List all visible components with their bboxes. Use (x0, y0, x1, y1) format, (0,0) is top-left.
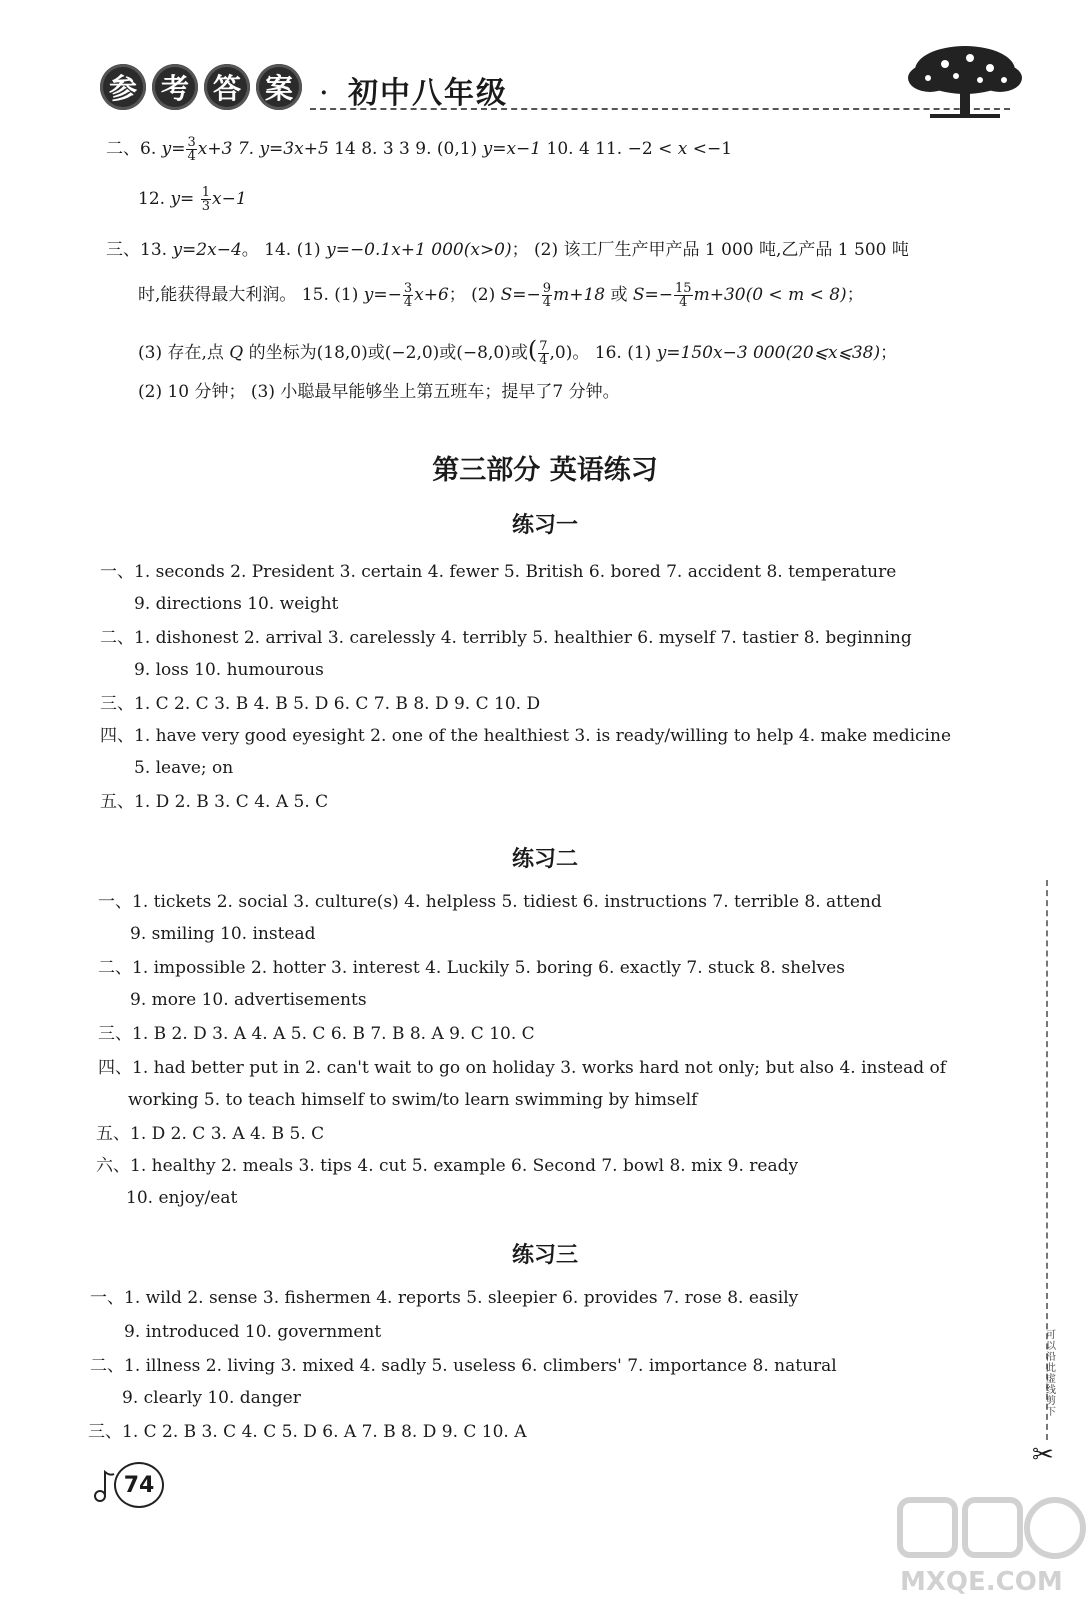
math-expr: <−1 (687, 139, 733, 159)
answer-text: 1. impossible 2. hotter 3. interest 4. Luckily 5. boring 6. exactly 7. stuck 8. shelves (132, 958, 845, 978)
exercise-title: 练习三 (511, 1243, 578, 1268)
answer-text: 1. tickets 2. social 3. culture(s) 4. helpless 5. tidiest 6. instructions 7. terrible 8. attend (132, 892, 882, 912)
answer-text: 1. C 2. B 3. C 4. C 5. D 6. A 7. B 8. D 9. C 10. A (122, 1422, 527, 1442)
section-lead: 三、 (100, 694, 134, 714)
page-number: 74 (114, 1462, 164, 1508)
answer-line (124, 1320, 381, 1344)
fraction-denominator: 4 (187, 149, 196, 164)
answer-line (96, 1122, 324, 1146)
answer-text: working 5. to teach himself to swim/to learn swimming by himself (128, 1090, 698, 1110)
answer-line (98, 1022, 535, 1046)
fraction-denominator: 4 (542, 295, 552, 310)
header-dot: · (320, 80, 328, 106)
section-lead: 三、13. (106, 240, 173, 260)
answer-line (98, 956, 845, 980)
fraction-denominator: 3 (201, 199, 210, 214)
math-expr: 14 8. 3 3 9. (0,1) (328, 139, 483, 159)
math-expr: ； (2) 该工厂生产甲产品 1 000 吨,乙产品 1 500 吨 (511, 240, 909, 260)
logo-char: 考 (152, 64, 198, 110)
page-number-badge (92, 1462, 182, 1506)
fraction (542, 282, 552, 309)
section-lead: 一、 (90, 1288, 124, 1308)
fraction-numerator: 15 (675, 281, 692, 296)
answer-line (100, 692, 540, 716)
section-lead: 四、 (100, 726, 134, 746)
answer-text: 1. illness 2. living 3. mixed 4. sadly 5. useless 6. climbers' 7. importance 8. natural (124, 1356, 837, 1376)
watermark-text: MXQE.COM (900, 1567, 1063, 1597)
fraction (403, 282, 413, 309)
fraction-denominator: 4 (403, 295, 413, 310)
watermark-logo-icon (880, 1480, 1090, 1600)
fraction-numerator: 1 (201, 185, 210, 200)
math-expr: x (677, 139, 688, 159)
math-answer-line (138, 338, 897, 367)
answer-text: 1. seconds 2. President 3. certain 4. fewer 5. British 6. bored 7. accident 8. temperature (134, 562, 897, 582)
section-lead: 二、6. (106, 139, 162, 159)
answer-line (98, 890, 882, 914)
fraction-denominator: 4 (679, 295, 688, 310)
answer-line (90, 1354, 837, 1378)
part-title: 第三部分 英语练习 (432, 455, 658, 486)
section-lead: 二、 (90, 1356, 124, 1376)
math-answer-line (138, 186, 247, 213)
math-expr: ； (846, 285, 864, 305)
answer-line (90, 1286, 798, 1310)
section-lead: 一、 (100, 562, 134, 582)
section-lead: 五、 (96, 1124, 130, 1144)
answer-text: 9. introduced 10. government (124, 1322, 382, 1342)
answer-line (126, 1186, 237, 1210)
question-number: 12. (138, 189, 171, 209)
answer-text: 9. directions 10. weight (134, 594, 339, 614)
answer-line (130, 922, 315, 946)
answer-text: 1. D 2. C 3. A 4. B 5. C (130, 1124, 325, 1144)
section-lead: 二、 (100, 628, 134, 648)
math-expr: x+6 (414, 285, 449, 305)
answer-line (100, 560, 896, 584)
answer-line (100, 626, 912, 650)
answer-text: 9. smiling 10. instead (130, 924, 316, 944)
math-expr: ( (527, 336, 538, 364)
math-expr: 的坐标为(18,0)或(−2,0)或(−8,0)或 (243, 343, 528, 363)
math-expr: 或 (605, 285, 633, 305)
answer-text: 1. wild 2. sense 3. fishermen 4. reports 5. sleepier 6. provides 7. rose 8. easily (124, 1288, 799, 1308)
answer-line (134, 592, 338, 616)
fraction (674, 282, 693, 309)
math-expr: y=2x−4 (172, 240, 242, 260)
math-expr: y=−0.1x+1 000(x>0) (326, 240, 512, 260)
math-expr: x+3 7. (197, 139, 260, 159)
math-expr: y= (161, 139, 186, 159)
music-note-icon (92, 1466, 116, 1506)
answer-line (96, 1154, 798, 1178)
math-expr: m+30(0 < m < 8) (693, 285, 847, 305)
fraction-numerator: 3 (403, 281, 413, 296)
math-expr: 时,能获得最大利润。 15. (1) (138, 285, 364, 305)
math-expr: y= (170, 189, 200, 209)
answer-line (128, 1088, 697, 1112)
math-expr: Q (229, 343, 244, 363)
math-expr: 。 16. (1) (572, 343, 657, 363)
fraction-denominator: 4 (539, 353, 548, 368)
answer-line (100, 790, 328, 814)
math-answer-line (138, 282, 864, 309)
math-expr: y=150x−3 000(20⩽x⩽38) (656, 343, 881, 363)
section-lead: 一、 (98, 892, 132, 912)
section-lead: 五、 (100, 792, 134, 812)
exercise-title: 练习二 (511, 847, 578, 872)
math-expr: ； (2) (448, 285, 501, 305)
math-expr: (2) 10 分钟； (3) 小聪最早能够坐上第五班车；提早了7 分钟。 (138, 382, 620, 402)
logo-char: 参 (100, 64, 146, 110)
exercise-title: 练习一 (511, 513, 578, 538)
math-expr: ； (880, 343, 898, 363)
math-expr: m+18 (553, 285, 606, 305)
section-lead: 四、 (98, 1058, 132, 1078)
logo-char: 案 (256, 64, 302, 110)
watermark (880, 1480, 1090, 1600)
fraction (201, 186, 211, 213)
tree-icon (900, 40, 1030, 120)
logo-char: 答 (204, 64, 250, 110)
math-expr: ,0) (549, 343, 573, 363)
section-lead: 六、 (96, 1156, 130, 1176)
header-grade: 初中八年级 (348, 76, 508, 111)
math-expr: y=3x+5 (259, 139, 329, 159)
fraction-numerator: 3 (187, 135, 196, 150)
math-answer-line (106, 136, 732, 163)
cut-note: 可以沿此虚线剪下 (1046, 1330, 1056, 1418)
scissors-icon: ✂ (1032, 1440, 1054, 1470)
math-answer-line (106, 238, 909, 262)
answer-text: 9. clearly 10. danger (122, 1388, 301, 1408)
answer-text: 1. healthy 2. meals 3. tips 4. cut 5. example 6. Second 7. bowl 8. mix 9. ready (130, 1156, 799, 1176)
page-header (100, 62, 1040, 132)
answer-text: 1. have very good eyesight 2. one of the healthiest 3. is ready/willing to help 4. make medicine (134, 726, 952, 746)
answer-line (134, 658, 324, 682)
math-expr: (3) 存在,点 (138, 343, 230, 363)
answer-text: 1. B 2. D 3. A 4. A 5. C 6. B 7. B 8. A 9. C 10. C (132, 1024, 535, 1044)
math-expr: 。 14. (1) (241, 240, 327, 260)
answer-text: 1. D 2. B 3. C 4. A 5. C (134, 792, 329, 812)
answer-line (122, 1386, 301, 1410)
math-expr: y=x−1 (482, 139, 542, 159)
fraction-numerator: 7 (539, 339, 548, 354)
answer-line (130, 988, 367, 1012)
header-logo (100, 64, 302, 110)
fraction (186, 136, 196, 163)
math-expr: S=− (632, 285, 674, 305)
answer-text: 9. loss 10. humourous (134, 660, 324, 680)
answer-line (88, 1420, 527, 1444)
answer-line (134, 756, 233, 780)
section-lead: 二、 (98, 958, 132, 978)
math-expr: x−1 (212, 189, 247, 209)
answer-text: 1. C 2. C 3. B 4. B 5. D 6. C 7. B 8. D 9. C 10. D (134, 694, 541, 714)
math-expr: S=− (500, 285, 541, 305)
answer-text: 1. had better put in 2. can't wait to go on holiday 3. works hard not only; but also 4. instead of (132, 1058, 947, 1078)
fraction-numerator: 9 (542, 281, 552, 296)
fraction (538, 340, 548, 367)
answer-text: 9. more 10. advertisements (130, 990, 367, 1010)
answer-line (98, 1056, 946, 1080)
answer-text: 5. leave; on (134, 758, 234, 778)
section-lead: 三、 (88, 1422, 122, 1442)
math-answer-line (138, 380, 620, 404)
answer-line (100, 724, 951, 748)
math-expr: 10. 4 11. −2 < (541, 139, 678, 159)
section-lead: 三、 (98, 1024, 132, 1044)
answer-text: 1. dishonest 2. arrival 3. carelessly 4. terribly 5. healthier 6. myself 7. tastier 8. beginning (134, 628, 912, 648)
answer-text: 10. enjoy/eat (126, 1188, 238, 1208)
math-expr: y=− (363, 285, 402, 305)
